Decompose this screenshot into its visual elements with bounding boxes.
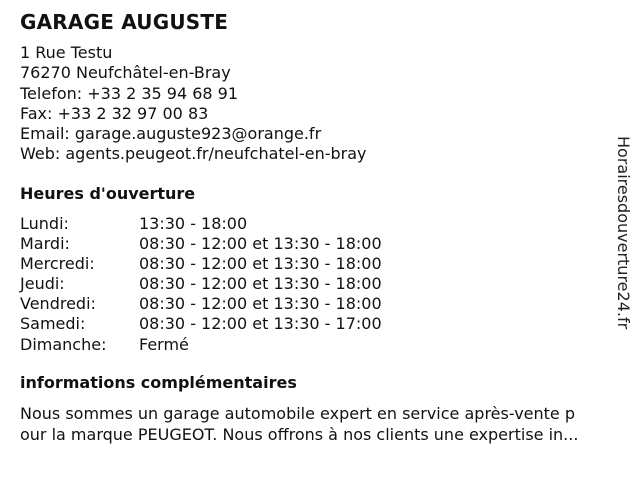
hours-day-label: Dimanche: [20, 334, 107, 354]
hours-day-label: Lundi: [20, 214, 69, 233]
hours-time-value: 13:30 - 18:00 [139, 214, 248, 233]
street-address: 1 Rue Testu [20, 43, 113, 62]
info-heading: informations complémentaires [20, 373, 297, 392]
info-description-line: Nous sommes un garage automobile expert en service après-vente p [20, 404, 575, 423]
email-address: Email: garage.auguste923@orange.fr [20, 124, 322, 144]
hours-row [20, 314, 382, 334]
opening-hours-table [20, 214, 382, 355]
hours-day-label: Jeudi: [20, 274, 65, 294]
hours-day-label: Mardi: [20, 234, 70, 254]
info-description-line: our la marque PEUGEOT. Nous offrons à nos clients une expertise in... [20, 424, 579, 444]
hours-time-value: 08:30 - 12:00 et 13:30 - 18:00 [139, 234, 382, 254]
phone-number: Telefon: +33 2 35 94 68 91 [20, 83, 239, 103]
hours-row [20, 335, 382, 355]
city-address: 76270 Neufchâtel-en-Bray [20, 63, 231, 83]
hours-heading: Heures d'ouverture [20, 184, 196, 203]
website-address: Web: agents.peugeot.fr/neufchatel-en-bray [20, 144, 367, 164]
hours-day-label: Mercredi: [20, 254, 95, 274]
hours-row [20, 214, 382, 234]
hours-time-value: 08:30 - 12:00 et 13:30 - 18:00 [139, 274, 382, 294]
hours-row [20, 294, 382, 314]
hours-time-value: 08:30 - 12:00 et 13:30 - 18:00 [139, 254, 382, 274]
fax-number: Fax: +33 2 32 97 00 83 [20, 103, 209, 123]
watermark: Horairesdouverture24.fr [614, 136, 633, 330]
hours-time-value: Fermé [139, 334, 189, 354]
hours-row [20, 274, 382, 294]
contact-block [20, 43, 367, 165]
hours-time-value: 08:30 - 12:00 et 13:30 - 17:00 [139, 314, 382, 334]
info-description [20, 404, 632, 445]
hours-day-label: Vendredi: [20, 294, 96, 314]
hours-row [20, 234, 382, 254]
hours-time-value: 08:30 - 12:00 et 13:30 - 18:00 [139, 294, 382, 314]
hours-row [20, 254, 382, 274]
hours-day-label: Samedi: [20, 314, 86, 334]
business-name: GARAGE AUGUSTE [20, 10, 229, 34]
